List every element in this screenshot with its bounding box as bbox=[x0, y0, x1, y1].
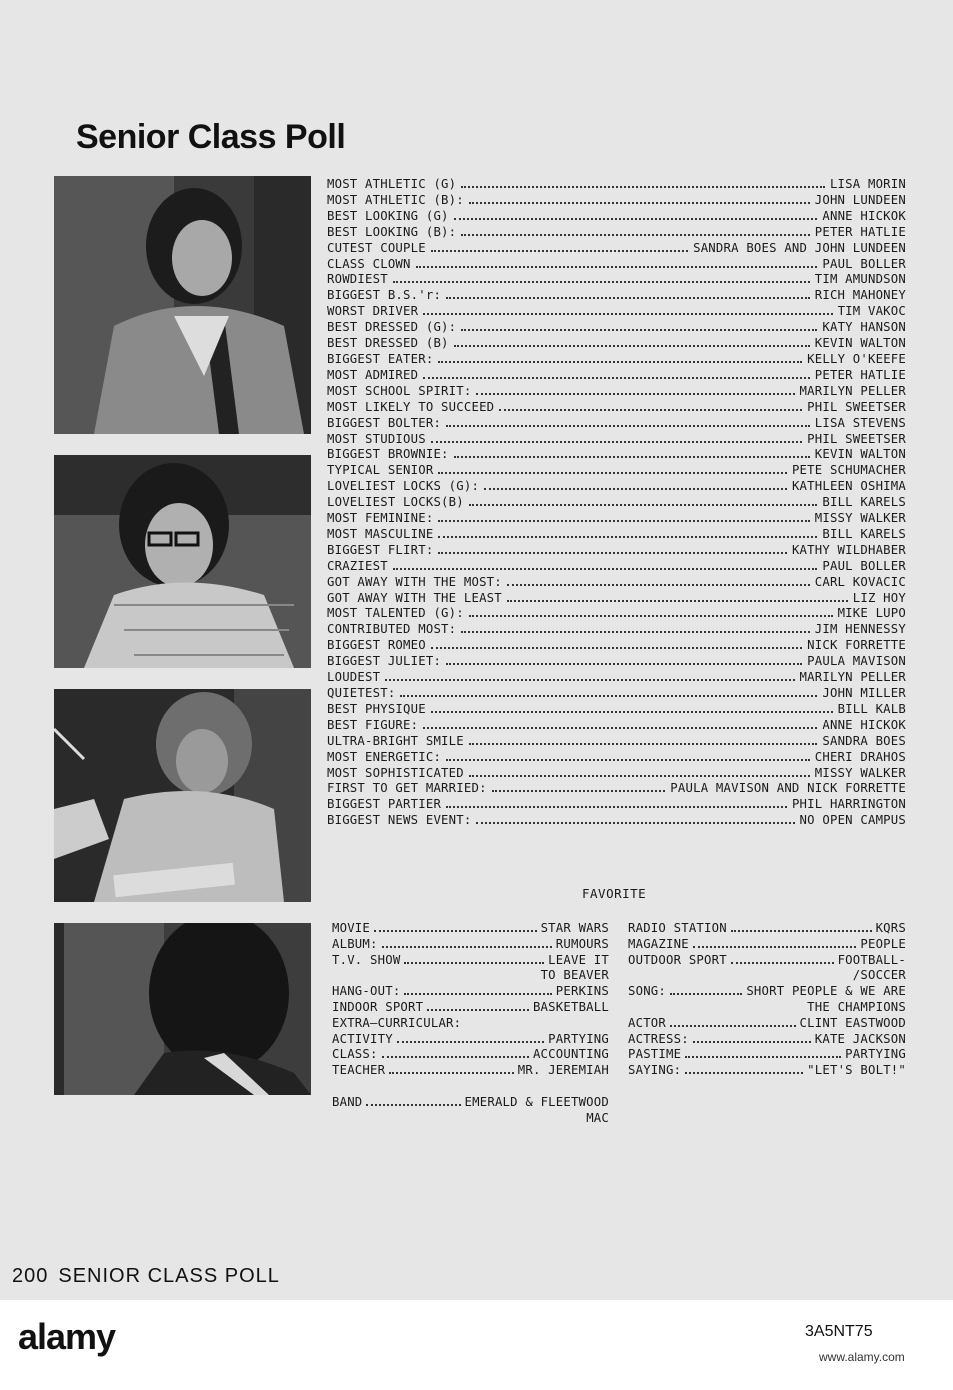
page-footer bbox=[12, 1265, 280, 1288]
poll-row bbox=[327, 384, 906, 400]
photo-1 bbox=[54, 176, 311, 434]
winner-name: KATHY WILDHABER bbox=[791, 542, 906, 557]
poll-row bbox=[327, 288, 906, 304]
category-label: MOST ADMIRED bbox=[327, 367, 419, 382]
favorite-list-right bbox=[628, 921, 906, 1079]
winner-name: SANDRA BOES bbox=[822, 733, 906, 748]
poll-row bbox=[327, 606, 906, 622]
winner-name: LISA MORIN bbox=[829, 177, 906, 191]
category-label: T.V. SHOW bbox=[332, 952, 401, 967]
favorite-item bbox=[332, 953, 609, 985]
favorite-item bbox=[332, 1000, 609, 1016]
winner-name: KATY HANSON bbox=[822, 320, 906, 335]
category-label: BIGGEST EATER: bbox=[327, 351, 434, 366]
winner-name: PETER HATLIE bbox=[814, 367, 906, 382]
winner-name: PHIL SWEETSER bbox=[807, 431, 906, 446]
leader-dots bbox=[416, 257, 818, 268]
winner-name: NICK FORRETTE bbox=[807, 638, 906, 653]
leader-dots bbox=[469, 193, 810, 204]
category-label: BIGGEST BOLTER: bbox=[327, 415, 442, 430]
poll-row bbox=[327, 272, 906, 288]
favorite-item bbox=[628, 1047, 906, 1063]
leader-dots bbox=[382, 937, 552, 948]
leader-dots bbox=[389, 1063, 514, 1074]
favorite-row bbox=[332, 1063, 609, 1079]
favorite-row bbox=[332, 1000, 609, 1016]
poll-row bbox=[327, 781, 906, 797]
favorite-continuation: THE CHAMPIONS bbox=[807, 999, 906, 1014]
category-label: BIGGEST NEWS EVENT: bbox=[327, 813, 472, 828]
leader-dots bbox=[693, 937, 857, 948]
watermark-bar bbox=[0, 1300, 953, 1390]
winner-name: CHERI DRAHOS bbox=[814, 749, 906, 764]
poll-row bbox=[327, 511, 906, 527]
watermark-url: www.alamy.com bbox=[819, 1350, 905, 1364]
favorite-row bbox=[628, 984, 906, 1000]
leader-dots bbox=[461, 622, 809, 633]
winner-name: PEOPLE bbox=[860, 936, 906, 951]
winner-name: PHIL HARRINGTON bbox=[791, 797, 906, 812]
photo-2 bbox=[54, 455, 311, 668]
poll-row bbox=[327, 463, 906, 479]
poll-row bbox=[327, 543, 906, 559]
favorite-item bbox=[628, 953, 906, 985]
winner-name: CLINT EASTWOOD bbox=[799, 1015, 906, 1030]
winner-name: KELLY O'KEEFE bbox=[807, 351, 906, 366]
leader-dots bbox=[507, 591, 848, 602]
poll-row bbox=[327, 225, 906, 241]
leader-dots bbox=[461, 320, 817, 331]
category-label: MAGAZINE bbox=[628, 936, 689, 951]
category-label: EXTRA—CURRICULAR: bbox=[332, 1015, 462, 1030]
winner-name: ANNE HICKOK bbox=[822, 717, 906, 732]
favorite-heading: FAVORITE bbox=[582, 886, 647, 901]
category-label: GOT AWAY WITH THE MOST: bbox=[327, 574, 502, 589]
favorite-item bbox=[332, 937, 609, 953]
poll-row bbox=[327, 559, 906, 575]
leader-dots bbox=[423, 718, 817, 729]
favorite-row bbox=[628, 1032, 906, 1048]
leader-dots bbox=[670, 1016, 796, 1027]
winner-name: BILL KARELS bbox=[822, 526, 906, 541]
poll-row bbox=[327, 495, 906, 511]
favorite-item bbox=[332, 1047, 609, 1063]
poll-row bbox=[327, 813, 906, 829]
category-label: BIGGEST PARTIER bbox=[327, 797, 442, 812]
category-label: OUTDOOR SPORT bbox=[628, 952, 727, 967]
category-label: MOST ENERGETIC: bbox=[327, 749, 442, 764]
leader-dots bbox=[461, 225, 809, 236]
category-label: ACTIVITY bbox=[332, 1031, 393, 1046]
winner-name: PERKINS bbox=[555, 984, 609, 999]
winner-name: KATE JACKSON bbox=[814, 1031, 906, 1046]
favorite-row bbox=[628, 1063, 906, 1079]
leader-dots bbox=[423, 304, 832, 315]
winner-name: RICH MAHONEY bbox=[814, 288, 906, 303]
winner-name: LIZ HOY bbox=[852, 590, 906, 605]
leader-dots bbox=[446, 750, 810, 761]
winner-name: PAUL BOLLER bbox=[822, 558, 906, 573]
winner-name: TIM AMUNDSON bbox=[814, 272, 906, 287]
favorite-row bbox=[332, 921, 609, 937]
leader-dots bbox=[454, 336, 810, 347]
winner-name: LISA STEVENS bbox=[814, 415, 906, 430]
leader-dots bbox=[469, 734, 817, 745]
category-label: MOST SOPHISTICATED bbox=[327, 765, 464, 780]
leader-dots bbox=[461, 177, 825, 188]
favorite-row bbox=[332, 1016, 609, 1032]
poll-row bbox=[327, 718, 906, 734]
winner-name: KQRS bbox=[875, 921, 906, 935]
category-label: BEST FIGURE: bbox=[327, 717, 419, 732]
poll-row bbox=[327, 400, 906, 416]
category-label: MOST ATHLETIC (G) bbox=[327, 177, 457, 191]
winner-name: ANNE HICKOK bbox=[822, 208, 906, 223]
watermark-code: 3A5NT75 bbox=[805, 1323, 873, 1340]
favorite-row bbox=[332, 984, 609, 1000]
favorite-list-left bbox=[332, 921, 609, 1127]
leader-dots bbox=[393, 272, 810, 283]
favorite-item bbox=[628, 1063, 906, 1079]
winner-name: KEVIN WALTON bbox=[814, 447, 906, 462]
winner-name: ACCOUNTING bbox=[532, 1047, 609, 1062]
favorite-row bbox=[332, 1095, 609, 1111]
winner-name: MISSY WALKER bbox=[814, 511, 906, 526]
category-label: BIGGEST FLIRT: bbox=[327, 542, 434, 557]
leader-dots bbox=[685, 1063, 803, 1074]
leader-dots bbox=[469, 766, 810, 777]
favorite-continuation: TO BEAVER bbox=[540, 968, 609, 983]
poll-row bbox=[327, 304, 906, 320]
category-label: TYPICAL SENIOR bbox=[327, 463, 434, 478]
winner-name: PAULA MAVISON bbox=[807, 654, 906, 669]
winner-name: KEVIN WALTON bbox=[814, 336, 906, 351]
winner-name: FOOTBALL- bbox=[837, 952, 906, 967]
poll-row bbox=[327, 591, 906, 607]
favorite-row bbox=[628, 1016, 906, 1032]
winner-name: PARTYING bbox=[548, 1031, 609, 1046]
winner-name: MISSY WALKER bbox=[814, 765, 906, 780]
footer-label: SENIOR CLASS POLL bbox=[58, 1265, 280, 1287]
winner-name: PETE SCHUMACHER bbox=[791, 463, 906, 478]
category-label: GOT AWAY WITH THE LEAST bbox=[327, 590, 502, 605]
winner-name: "LET'S BOLT!" bbox=[807, 1063, 906, 1078]
poll-row bbox=[327, 352, 906, 368]
category-label: BEST PHYSIQUE bbox=[327, 701, 426, 716]
winner-name: PAUL BOLLER bbox=[822, 256, 906, 271]
poll-row bbox=[327, 336, 906, 352]
winner-name: SANDRA BOES AND JOHN LUNDEEN bbox=[693, 240, 906, 255]
category-label: ROWDIEST bbox=[327, 272, 388, 287]
leader-dots bbox=[366, 1095, 460, 1106]
leader-dots bbox=[446, 797, 787, 808]
winner-name: TIM VAKOC bbox=[837, 304, 906, 319]
favorite-row bbox=[628, 1047, 906, 1063]
winner-name: LEAVE IT bbox=[548, 952, 609, 967]
leader-dots bbox=[438, 463, 786, 474]
poll-row bbox=[327, 257, 906, 273]
leader-dots bbox=[431, 241, 688, 252]
favorite-row bbox=[332, 953, 609, 969]
photo-student-jacket bbox=[54, 176, 311, 434]
category-label: QUIETEST: bbox=[327, 686, 396, 700]
winner-name: NO OPEN CAMPUS bbox=[799, 813, 906, 828]
winner-name: JOHN LUNDEEN bbox=[814, 192, 906, 207]
favorite-item bbox=[332, 984, 609, 1000]
leader-dots bbox=[499, 400, 802, 411]
leader-dots bbox=[397, 1032, 544, 1043]
winner-name: SHORT PEOPLE & WE ARE bbox=[746, 984, 906, 999]
leader-dots bbox=[454, 209, 818, 220]
poll-row bbox=[327, 638, 906, 654]
leader-dots bbox=[454, 447, 810, 458]
winner-name: PETER HATLIE bbox=[814, 224, 906, 239]
leader-dots bbox=[382, 1047, 529, 1058]
poll-row bbox=[327, 797, 906, 813]
favorite-item bbox=[332, 1016, 609, 1032]
leader-dots bbox=[469, 606, 833, 617]
favorite-item bbox=[628, 1032, 906, 1048]
photo-student-shadow bbox=[54, 923, 311, 1095]
favorite-row bbox=[628, 921, 906, 937]
category-label: CUTEST COUPLE bbox=[327, 240, 426, 255]
favorite-item bbox=[332, 1079, 609, 1127]
winner-name: MR. JEREMIAH bbox=[517, 1063, 609, 1078]
leader-dots bbox=[685, 1047, 841, 1058]
category-label: BIGGEST JULIET: bbox=[327, 654, 442, 669]
poll-row bbox=[327, 670, 906, 686]
leader-dots bbox=[438, 527, 817, 538]
favorite-row bbox=[628, 937, 906, 953]
leader-dots bbox=[507, 575, 810, 586]
poll-row bbox=[327, 447, 906, 463]
spacer bbox=[332, 1079, 609, 1095]
favorite-item bbox=[332, 1063, 609, 1079]
poll-row bbox=[327, 702, 906, 718]
category-label: MOST FEMININE: bbox=[327, 511, 434, 526]
category-label: ALBUM: bbox=[332, 936, 378, 951]
poll-row bbox=[327, 654, 906, 670]
winner-name: EMERALD & FLEETWOOD bbox=[464, 1094, 609, 1109]
winner-name: BASKETBALL bbox=[532, 999, 609, 1014]
category-label: CLASS CLOWN bbox=[327, 256, 411, 271]
leader-dots bbox=[438, 543, 786, 554]
leader-dots bbox=[484, 479, 787, 490]
poll-row bbox=[327, 734, 906, 750]
favorite-row bbox=[628, 953, 906, 969]
favorite-continuation: /SOCCER bbox=[852, 968, 906, 983]
poll-row bbox=[327, 750, 906, 766]
category-label: CONTRIBUTED MOST: bbox=[327, 622, 457, 637]
poll-row bbox=[327, 368, 906, 384]
category-label: SAYING: bbox=[628, 1063, 682, 1078]
winner-name: BILL KALB bbox=[837, 701, 906, 716]
winner-name: PAULA MAVISON AND NICK FORRETTE bbox=[670, 781, 906, 796]
category-label: BIGGEST BROWNIE: bbox=[327, 447, 449, 462]
poll-row bbox=[327, 177, 906, 193]
category-label: MOST STUDIOUS bbox=[327, 431, 426, 446]
leader-dots bbox=[400, 686, 817, 697]
favorite-row bbox=[332, 1047, 609, 1063]
favorite-continuation: MAC bbox=[586, 1110, 609, 1125]
category-label: BEST DRESSED (B) bbox=[327, 336, 449, 351]
leader-dots bbox=[670, 984, 742, 995]
leader-dots bbox=[693, 1032, 811, 1043]
leader-dots bbox=[476, 813, 794, 824]
winner-name: STAR WARS bbox=[540, 921, 609, 935]
leader-dots bbox=[423, 368, 810, 379]
category-label: MOST MASCULINE bbox=[327, 526, 434, 541]
poll-row bbox=[327, 479, 906, 495]
category-label: FIRST TO GET MARRIED: bbox=[327, 781, 487, 796]
favorite-item bbox=[628, 1016, 906, 1032]
winner-name: RUMOURS bbox=[555, 936, 609, 951]
poll-row bbox=[327, 432, 906, 448]
category-label: BIGGEST ROMEO bbox=[327, 638, 426, 653]
leader-dots bbox=[374, 921, 537, 932]
leader-dots bbox=[446, 288, 810, 299]
poll-row bbox=[327, 193, 906, 209]
winner-name: CARL KOVACIC bbox=[814, 574, 906, 589]
leader-dots bbox=[404, 953, 544, 964]
poll-row bbox=[327, 320, 906, 336]
category-label: PASTIME bbox=[628, 1047, 682, 1062]
poll-row bbox=[327, 209, 906, 225]
leader-dots bbox=[431, 638, 802, 649]
poll-row bbox=[327, 416, 906, 432]
favorite-row bbox=[332, 937, 609, 953]
category-label: ACTOR bbox=[628, 1015, 667, 1030]
category-label: BEST LOOKING (B): bbox=[327, 224, 457, 239]
photo-student-writing bbox=[54, 689, 311, 902]
leader-dots bbox=[731, 953, 834, 964]
leader-dots bbox=[393, 559, 818, 570]
category-label: LOUDEST bbox=[327, 670, 381, 685]
leader-dots bbox=[476, 384, 794, 395]
favorite-item bbox=[628, 921, 906, 937]
category-label: MOST ATHLETIC (B): bbox=[327, 192, 464, 207]
category-label: BEST LOOKING (G) bbox=[327, 208, 449, 223]
leader-dots bbox=[492, 781, 666, 792]
category-label: RADIO STATION bbox=[628, 921, 727, 935]
leader-dots bbox=[427, 1000, 529, 1011]
photo-student-glasses bbox=[54, 455, 311, 668]
category-label: MOST TALENTED (G): bbox=[327, 606, 464, 621]
category-label: LOVELIEST LOCKS (G): bbox=[327, 479, 480, 494]
category-label: LOVELIEST LOCKS(B) bbox=[327, 495, 464, 510]
winner-name: MIKE LUPO bbox=[837, 606, 906, 621]
poll-row bbox=[327, 766, 906, 782]
photo-4 bbox=[54, 923, 311, 1095]
winner-name: MARILYN PELLER bbox=[799, 383, 906, 398]
category-label: ULTRA-BRIGHT SMILE bbox=[327, 733, 464, 748]
category-label: BAND bbox=[332, 1094, 363, 1109]
category-label: MOVIE bbox=[332, 921, 371, 935]
winner-name: PHIL SWEETSER bbox=[807, 399, 906, 414]
poll-row bbox=[327, 686, 906, 702]
leader-dots bbox=[469, 495, 817, 506]
winner-name: JOHN MILLER bbox=[822, 686, 906, 700]
favorite-row bbox=[332, 1032, 609, 1048]
poll-row bbox=[327, 527, 906, 543]
category-label: MOST LIKELY TO SUCCEED bbox=[327, 399, 495, 414]
favorite-item bbox=[628, 984, 906, 1016]
winner-name: JIM HENNESSY bbox=[814, 622, 906, 637]
winner-name: BILL KARELS bbox=[822, 495, 906, 510]
category-label: SONG: bbox=[628, 984, 667, 999]
leader-dots bbox=[431, 432, 802, 443]
category-label: ACTRESS: bbox=[628, 1031, 689, 1046]
category-label: BEST DRESSED (G): bbox=[327, 320, 457, 335]
favorite-item bbox=[628, 937, 906, 953]
category-label: CLASS: bbox=[332, 1047, 378, 1062]
category-label: WORST DRIVER bbox=[327, 304, 419, 319]
leader-dots bbox=[446, 416, 810, 427]
leader-dots bbox=[404, 984, 551, 995]
category-label: INDOOR SPORT bbox=[332, 999, 424, 1014]
leader-dots bbox=[431, 702, 833, 713]
leader-dots bbox=[438, 352, 802, 363]
poll-row bbox=[327, 622, 906, 638]
category-label: BIGGEST B.S.'r: bbox=[327, 288, 442, 303]
leader-dots bbox=[385, 670, 794, 681]
category-label: CRAZIEST bbox=[327, 558, 388, 573]
winner-name: PARTYING bbox=[845, 1047, 906, 1062]
category-label: HANG-OUT: bbox=[332, 984, 401, 999]
watermark-logo: alamy bbox=[18, 1316, 116, 1357]
leader-dots bbox=[731, 921, 872, 932]
poll-list bbox=[327, 177, 906, 829]
favorite-item bbox=[332, 1032, 609, 1048]
winner-name: MARILYN PELLER bbox=[799, 670, 906, 685]
leader-dots bbox=[446, 654, 802, 665]
winner-name: KATHLEEN OSHIMA bbox=[791, 479, 906, 494]
category-label: MOST SCHOOL SPIRIT: bbox=[327, 383, 472, 398]
leader-dots bbox=[438, 511, 809, 522]
category-label: TEACHER bbox=[332, 1063, 386, 1078]
poll-row bbox=[327, 575, 906, 591]
poll-row bbox=[327, 241, 906, 257]
page-title: Senior Class Poll bbox=[76, 118, 346, 156]
photo-3 bbox=[54, 689, 311, 902]
favorite-item bbox=[332, 921, 609, 937]
page-number: 200 bbox=[12, 1265, 49, 1287]
